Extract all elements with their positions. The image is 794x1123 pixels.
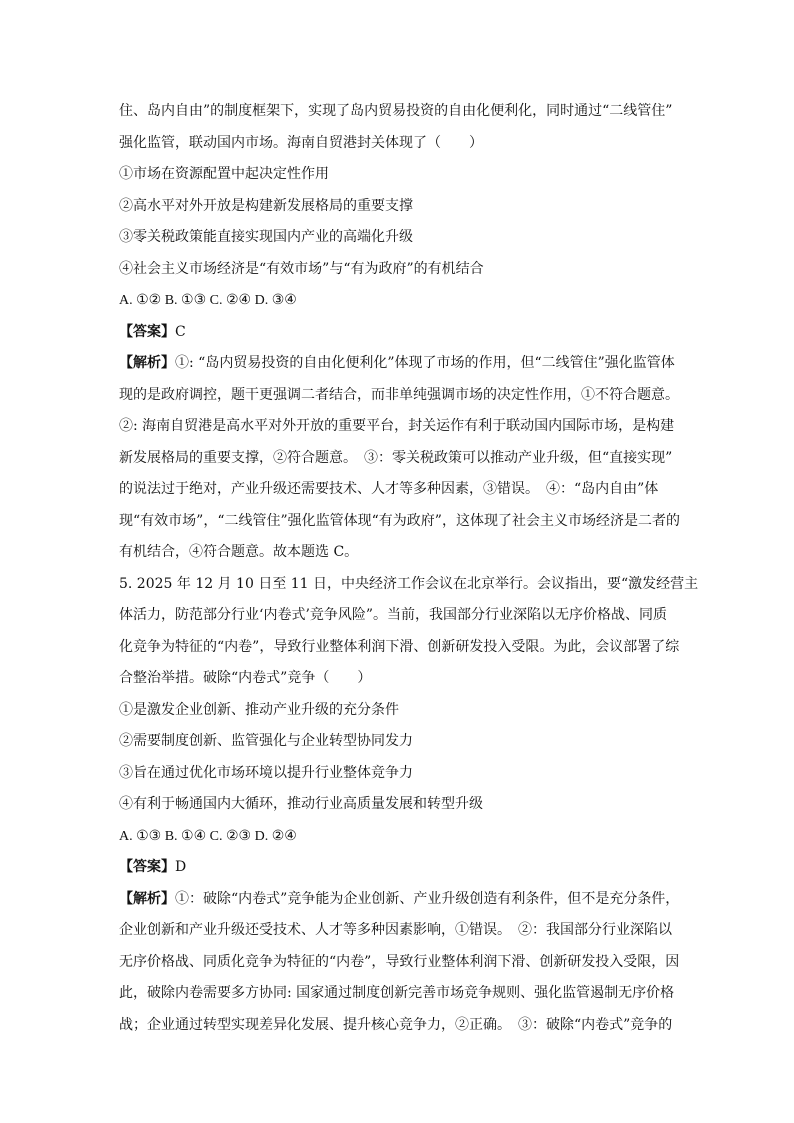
analysis-label: 【解析】	[119, 890, 175, 907]
document-page	[119, 96, 699, 1041]
statement-item: ①是激发企业创新、推动产业升级的充分条件	[119, 701, 399, 718]
question-5-stem	[119, 569, 699, 695]
statement-item: ③旨在通过优化市场环境以提升行业整体竞争力	[119, 764, 413, 781]
analysis-label: 【解析】	[119, 355, 175, 371]
answer-value: D	[175, 859, 187, 875]
analysis-text: ①: “岛内贸易投资的自由化便利化”体现了市场的作用，但“二线管住”强化监管体	[175, 355, 675, 371]
analysis-line	[119, 884, 679, 916]
analysis-line: 企业创新和产业升级还受技术、人才等多种因素影响，①错误。 ②：我国部分行业深陷以	[119, 922, 672, 938]
question-5-statements	[119, 695, 679, 821]
statement-item: ③零关税政策能直接实现国内产业的高端化升级	[119, 229, 413, 245]
analysis-line	[119, 348, 679, 380]
stem-line: 住、岛内自由”的制度框架下，实现了岛内贸易投资的自由化便利化，同时通过“二线管住”	[119, 103, 673, 119]
analysis-line: 此，破除内卷需要多方协同: 国家通过制度创新完善市场竞争规则、强化监管遏制无序价格	[119, 985, 675, 1001]
question-4-stem	[119, 96, 679, 159]
question-5-options: A. ①③ B. ①④ C. ②③ D. ②④	[119, 828, 297, 844]
analysis-line: 无序价格战、同质化竞争为特征的“内卷”，导致行业整体利润下滑、创新研发投入受限，因	[119, 953, 680, 970]
analysis-line: 现的是政府调控，题干更强调二者结合，而非单纯强调市场的决定性作用，①不符合题意。	[119, 386, 679, 403]
statement-item: ④有利于畅通国内大循环，推动行业高质量发展和转型升级	[119, 796, 483, 812]
answer-value: C	[175, 323, 186, 340]
statement-item: ②需要制度创新、监管强化与企业转型协同发力	[119, 733, 413, 749]
analysis-line: 有机结合，④符合题意。故本题选 C。	[119, 544, 359, 560]
answer-label: 【答案】	[119, 859, 175, 875]
analysis-text: ①：破除“内卷式”竞争能为企业创新、产业升级创造有利条件，但不是充分条件，	[175, 890, 680, 907]
stem-line: 体活力，防范部分行业‘内卷式’竞争风险”。当前，我国部分行业深陷以无序价格战、同质	[119, 607, 668, 623]
question-5-analysis	[119, 884, 679, 1042]
question-5-answer	[119, 852, 679, 884]
stem-line: 5. 2025 年 12 月 10 日至 11 日，中央经济工作会议在北京举行。会议指出，要“激发经营主	[119, 575, 699, 592]
analysis-line: 现“有效市场”，“二线管住”强化监管体现“有为政府”，这体现了社会主义市场经济是二者的	[119, 512, 680, 529]
stem-line: 合整治举措。破除“内卷式”竞争（ ）	[119, 670, 372, 686]
stem-line: 化竞争为特征的“内卷”，导致行业整体利润下滑、创新研发投入受限。为此，会议部署了综	[119, 638, 680, 655]
analysis-line: ②: 海南自贸港是高水平对外开放的重要平台，封关运作有利于联动国内国际市场，是构建	[119, 418, 675, 434]
question-4-answer	[119, 317, 679, 349]
question-4-statements	[119, 159, 679, 285]
analysis-line: 的说法过于绝对，产业升级还需要技术、人才等多种因素，③错误。 ④：“岛内自由”体	[119, 481, 659, 497]
answer-label: 【答案】	[119, 323, 175, 340]
stem-line: 强化监管，联动国内市场。海南自贸港封关体现了（ ）	[119, 134, 483, 151]
analysis-line: 新发展格局的重要支撑，②符合题意。 ③：零关税政策可以推动产业升级，但“直接实现”	[119, 449, 673, 466]
question-4-analysis	[119, 348, 679, 569]
statement-item: ④社会主义市场经济是“有效市场”与“有为政府”的有机结合	[119, 260, 484, 277]
question-4-options: A. ①② B. ①③ C. ②④ D. ③④	[119, 293, 297, 308]
statement-item: ①市场在资源配置中起决定性作用	[119, 166, 329, 182]
statement-item: ②高水平对外开放是构建新发展格局的重要支撑	[119, 197, 413, 214]
analysis-line: 战；企业通过转型实现差异化发展、提升核心竞争力，②正确。 ③：破除“内卷式”竞争的	[119, 1016, 673, 1033]
